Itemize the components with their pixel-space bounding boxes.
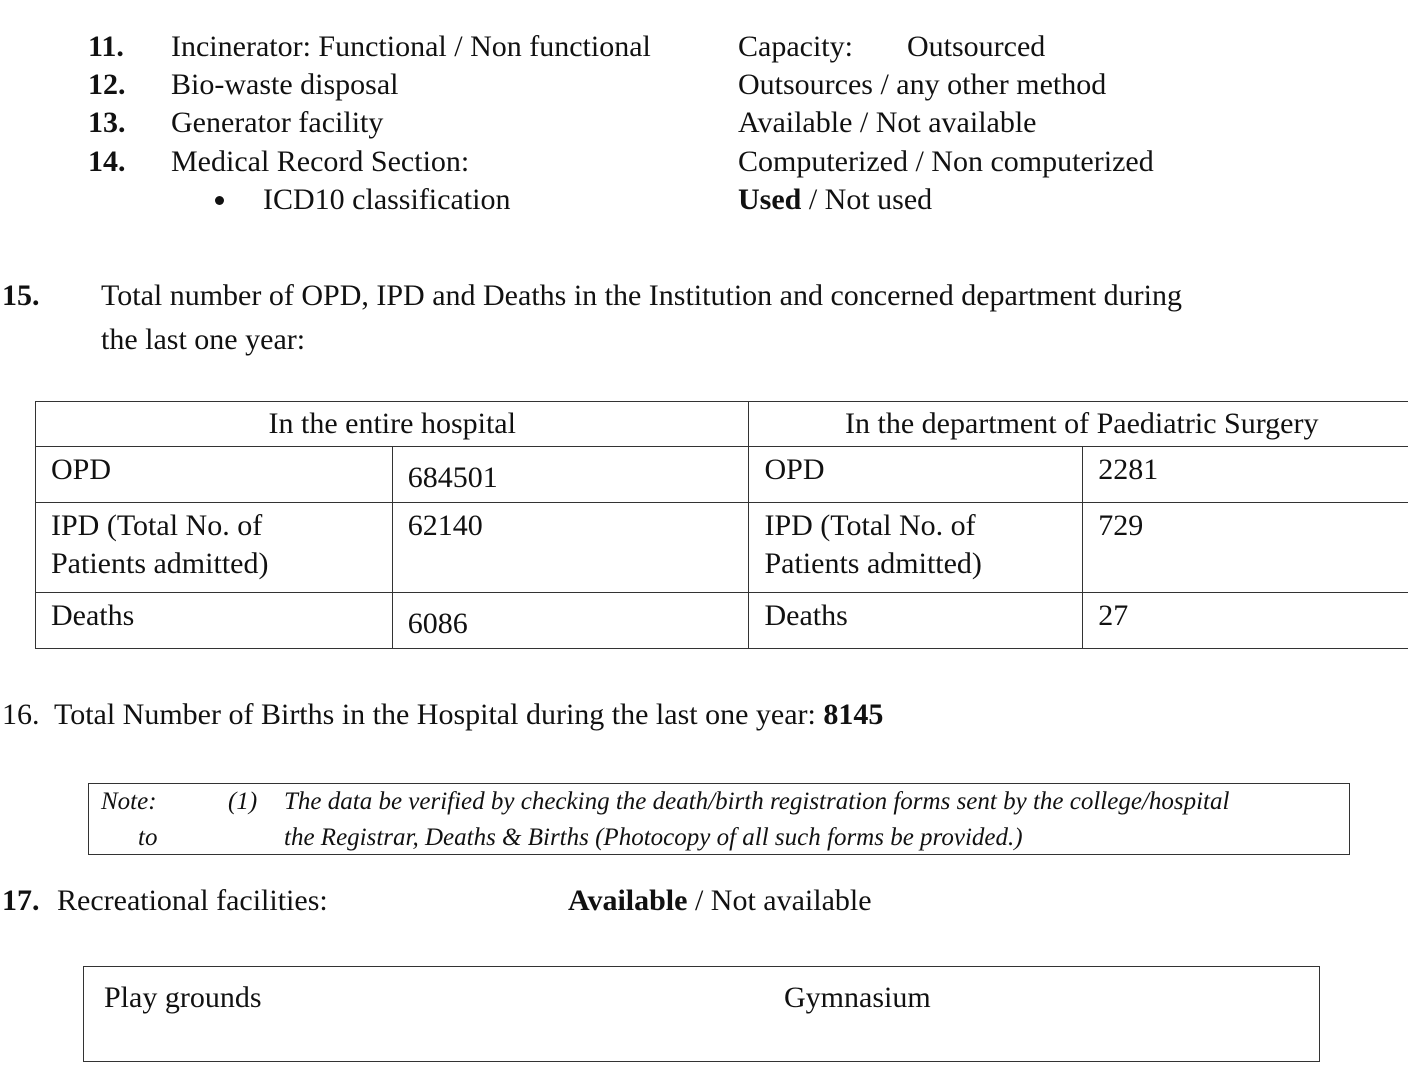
opd-value-hospital: 684501 bbox=[392, 447, 749, 503]
item-number: 12. bbox=[88, 68, 126, 101]
ipd-value-hospital: 62140 bbox=[392, 503, 749, 593]
recreation-box bbox=[83, 966, 1320, 1062]
note-to: to bbox=[138, 824, 158, 851]
item-number-17: 17. bbox=[2, 884, 40, 917]
item-label: Incinerator: Functional / Non functional bbox=[171, 30, 651, 63]
note-line1: The data be verified by checking the death/birth registration forms sent by the college/hospital bbox=[284, 788, 1230, 815]
note-box bbox=[88, 783, 1350, 855]
opd-ipd-deaths-table bbox=[35, 401, 1408, 649]
table-row bbox=[36, 503, 1408, 593]
icd-value bbox=[738, 181, 932, 219]
item-label: Bio-waste disposal bbox=[171, 68, 399, 101]
q17-rest: / Not available bbox=[687, 884, 872, 917]
capacity-label: Capacity: bbox=[738, 30, 853, 63]
item-value: Computerized / Non computerized bbox=[738, 145, 1154, 178]
opd-value-department: 2281 bbox=[1083, 447, 1408, 503]
table-row bbox=[36, 593, 1408, 649]
q17-value bbox=[568, 882, 872, 920]
header-entire-hospital: In the entire hospital bbox=[36, 402, 749, 447]
q16-line bbox=[2, 696, 883, 734]
q17-label: Recreational facilities: bbox=[57, 884, 328, 917]
item-label: Generator facility bbox=[171, 106, 384, 139]
q16-value: 8145 bbox=[823, 698, 884, 731]
capacity-value: Outsourced bbox=[907, 30, 1046, 63]
item-label: Medical Record Section: bbox=[171, 145, 470, 178]
opd-label-department: OPD bbox=[749, 447, 1083, 503]
bullet-icon bbox=[215, 196, 224, 205]
ipd-label-department bbox=[749, 503, 1083, 593]
ipd-label-line: Patients admitted) bbox=[764, 547, 982, 580]
note-label: Note: bbox=[101, 788, 157, 815]
item-number-15: 15. bbox=[2, 279, 40, 312]
q15-line2: the last one year: bbox=[101, 323, 306, 356]
icd-label: ICD10 classification bbox=[263, 183, 511, 216]
table-row bbox=[36, 447, 1408, 503]
opd-label-hospital: OPD bbox=[36, 447, 393, 503]
ipd-label-line: IPD (Total No. of bbox=[764, 509, 976, 542]
item-number: 13. bbox=[88, 106, 126, 139]
deaths-label-department: Deaths bbox=[749, 593, 1083, 649]
play-grounds-label: Play grounds bbox=[104, 981, 262, 1014]
note-index: (1) bbox=[228, 788, 258, 815]
header-paediatric-surgery: In the department of Paediatric Surgery bbox=[749, 402, 1408, 447]
deaths-value-hospital: 6086 bbox=[392, 593, 749, 649]
note-line2: the Registrar, Deaths & Births (Photocopy of all such forms be provided.) bbox=[284, 824, 1023, 851]
icd-rest: / Not used bbox=[801, 183, 933, 216]
icd-used: Used bbox=[738, 183, 802, 216]
item-value: Available / Not available bbox=[738, 106, 1037, 139]
deaths-value-department: 27 bbox=[1083, 593, 1408, 649]
ipd-label-line: IPD (Total No. of bbox=[51, 509, 263, 542]
item-value: Outsources / any other method bbox=[738, 68, 1107, 101]
gymnasium-label: Gymnasium bbox=[784, 981, 931, 1014]
table-header-row bbox=[36, 402, 1408, 447]
q15-line1: Total number of OPD, IPD and Deaths in the Institution and concerned department during bbox=[101, 279, 1182, 312]
item-number: 14. bbox=[88, 145, 126, 178]
ipd-label-line: Patients admitted) bbox=[51, 547, 269, 580]
ipd-label-hospital bbox=[36, 503, 393, 593]
q17-available: Available bbox=[568, 884, 688, 917]
item-number: 11. bbox=[88, 30, 124, 63]
ipd-value-department: 729 bbox=[1083, 503, 1408, 593]
q16-text: 16. Total Number of Births in the Hospital during the last one year: bbox=[2, 698, 824, 731]
deaths-label-hospital: Deaths bbox=[36, 593, 393, 649]
